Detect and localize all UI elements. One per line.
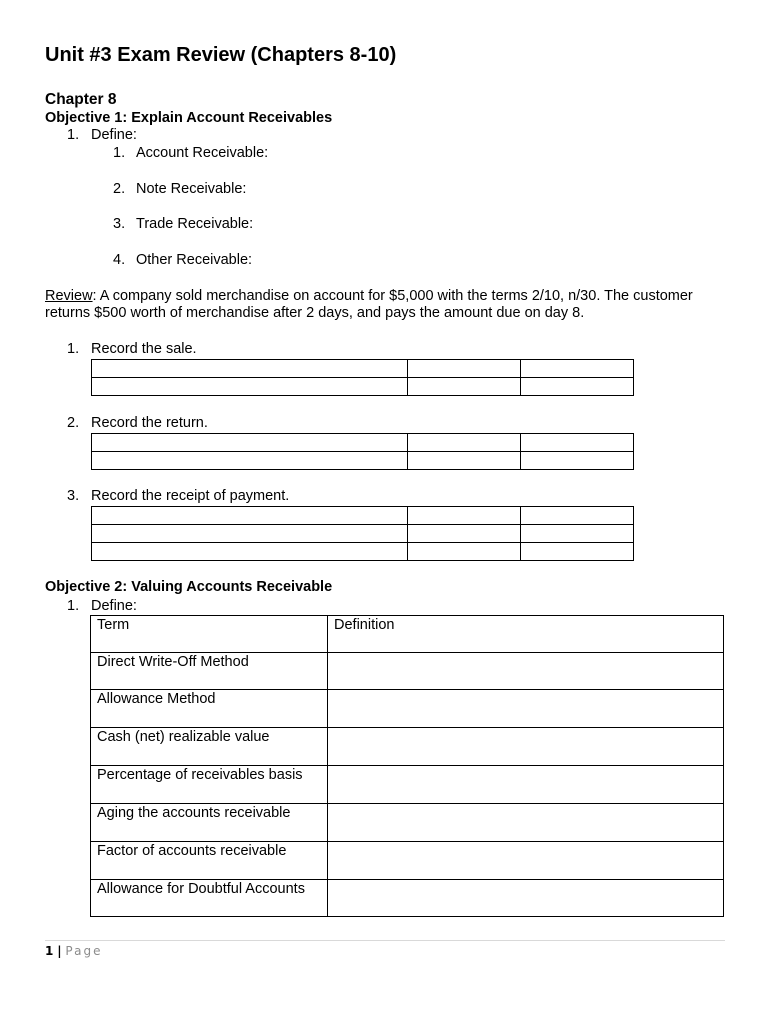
- review-text-line-2: returns $500 worth of merchandise after 2 days, and pays the amount due on day 8.: [45, 305, 585, 321]
- term-cell: Direct Write-Off Method: [91, 653, 328, 690]
- credit-cell[interactable]: [521, 434, 634, 452]
- debit-cell[interactable]: [408, 543, 521, 561]
- task-number: 2.: [67, 415, 80, 431]
- subitem-number: 2.: [113, 181, 126, 197]
- objective-2-heading: Objective 2: Valuing Accounts Receivable: [45, 579, 333, 595]
- account-cell[interactable]: [92, 543, 408, 561]
- task-record-sale: Record the sale.: [91, 341, 197, 357]
- credit-cell[interactable]: [521, 452, 634, 470]
- definition-header: Definition: [328, 616, 724, 653]
- subitem-note-receivable: Note Receivable:: [136, 181, 247, 197]
- term-header: Term: [91, 616, 328, 653]
- definitions-table: [90, 615, 724, 917]
- credit-cell[interactable]: [521, 525, 634, 543]
- footer-separator: |: [57, 944, 62, 958]
- review-text-line-1: : A company sold merchandise on account for $5,000 with the terms 2/10, n/30. The customer: [92, 288, 693, 304]
- term-cell: Aging the accounts receivable: [91, 804, 328, 842]
- task-record-return: Record the return.: [91, 415, 208, 431]
- subitem-trade-receivable: Trade Receivable:: [136, 216, 254, 232]
- table-row: [92, 360, 634, 378]
- page-number: 1: [45, 944, 54, 958]
- objective-2-item-label: Define:: [91, 598, 137, 614]
- review-label: Review: [45, 288, 93, 304]
- table-row: [92, 543, 634, 561]
- credit-cell[interactable]: [521, 507, 634, 525]
- page-footer: [45, 944, 102, 958]
- objective-1-heading: Objective 1: Explain Account Receivables: [45, 110, 333, 126]
- definition-cell[interactable]: [328, 804, 724, 842]
- account-cell[interactable]: [92, 378, 408, 396]
- table-row: [92, 507, 634, 525]
- definition-cell[interactable]: [328, 880, 724, 917]
- table-row: [91, 804, 724, 842]
- objective-1-item-label: Define:: [91, 127, 137, 143]
- term-cell: Factor of accounts receivable: [91, 842, 328, 880]
- account-cell[interactable]: [92, 360, 408, 378]
- objective-1-item-number: 1.: [67, 127, 80, 143]
- term-cell: Allowance Method: [91, 690, 328, 728]
- term-cell: Allowance for Doubtful Accounts: [91, 880, 328, 917]
- task-record-payment: Record the receipt of payment.: [91, 488, 290, 504]
- term-cell: Percentage of receivables basis: [91, 766, 328, 804]
- page-title: Unit #3 Exam Review (Chapters 8-10): [45, 44, 397, 66]
- debit-cell[interactable]: [408, 360, 521, 378]
- credit-cell[interactable]: [521, 543, 634, 561]
- table-row: [92, 378, 634, 396]
- account-cell[interactable]: [92, 452, 408, 470]
- debit-cell[interactable]: [408, 452, 521, 470]
- subitem-number: 1.: [113, 145, 126, 161]
- objective-2-item-number: 1.: [67, 598, 80, 614]
- definition-cell[interactable]: [328, 728, 724, 766]
- subitem-number: 3.: [113, 216, 126, 232]
- debit-cell[interactable]: [408, 525, 521, 543]
- credit-cell[interactable]: [521, 360, 634, 378]
- term-cell: Cash (net) realizable value: [91, 728, 328, 766]
- debit-cell[interactable]: [408, 434, 521, 452]
- table-row: [91, 880, 724, 917]
- account-cell[interactable]: [92, 434, 408, 452]
- credit-cell[interactable]: [521, 378, 634, 396]
- table-row: [91, 766, 724, 804]
- table-header-row: [91, 616, 724, 653]
- table-row: [91, 653, 724, 690]
- definition-cell[interactable]: [328, 766, 724, 804]
- table-row: [92, 525, 634, 543]
- journal-entry-table-return: [91, 433, 634, 470]
- table-row: [92, 452, 634, 470]
- table-row: [92, 434, 634, 452]
- task-number: 3.: [67, 488, 80, 504]
- footer-divider: [45, 940, 725, 941]
- table-row: [91, 842, 724, 880]
- definition-cell[interactable]: [328, 842, 724, 880]
- subitem-other-receivable: Other Receivable:: [136, 252, 253, 268]
- journal-entry-table-sale: [91, 359, 634, 396]
- account-cell[interactable]: [92, 525, 408, 543]
- table-row: [91, 728, 724, 766]
- task-number: 1.: [67, 341, 80, 357]
- review-paragraph: [45, 288, 693, 304]
- table-row: [91, 690, 724, 728]
- debit-cell[interactable]: [408, 507, 521, 525]
- page-label: Page: [65, 944, 103, 958]
- chapter-heading: Chapter 8: [45, 91, 117, 108]
- definition-cell[interactable]: [328, 653, 724, 690]
- debit-cell[interactable]: [408, 378, 521, 396]
- subitem-number: 4.: [113, 252, 126, 268]
- subitem-account-receivable: Account Receivable:: [136, 145, 269, 161]
- journal-entry-table-payment: [91, 506, 634, 561]
- account-cell[interactable]: [92, 507, 408, 525]
- definition-cell[interactable]: [328, 690, 724, 728]
